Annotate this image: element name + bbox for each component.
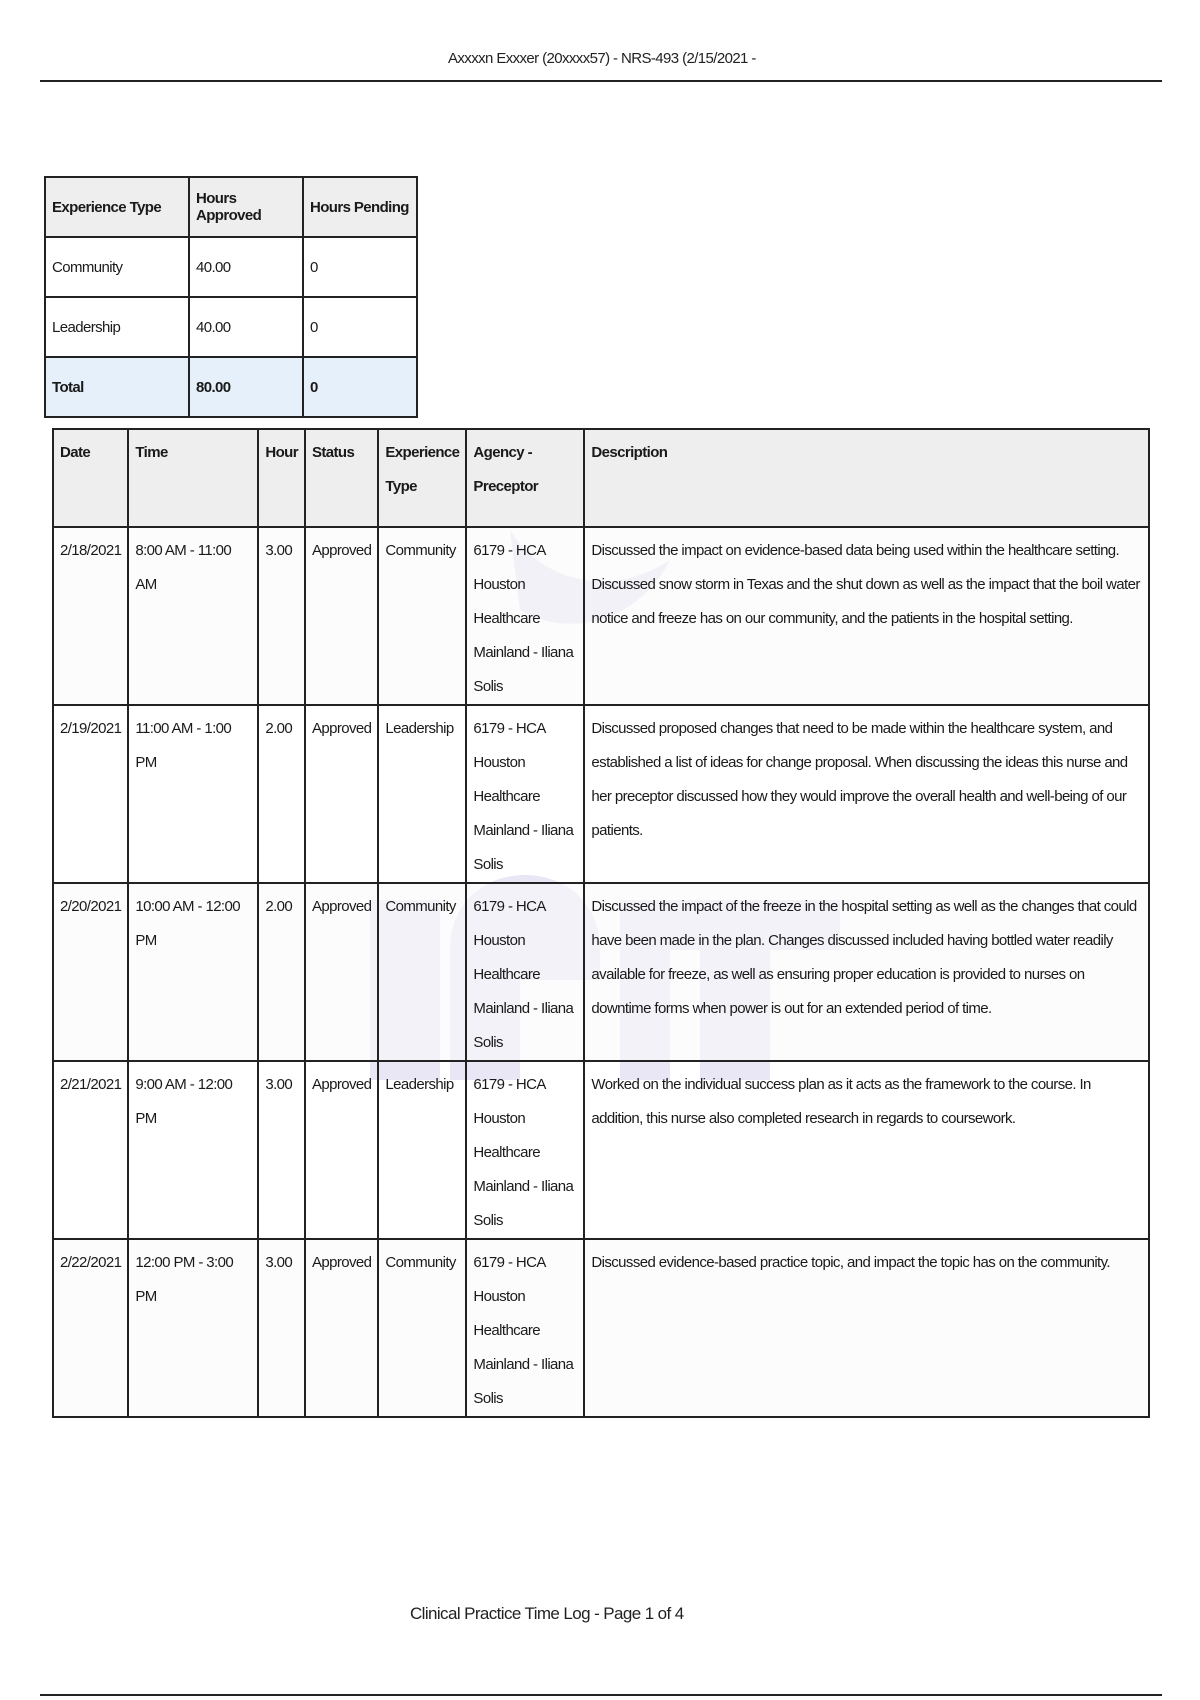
log-hour: 3.00 — [258, 527, 305, 705]
summary-hours-approved: 40.00 — [189, 237, 303, 297]
summary-total-approved: 80.00 — [189, 357, 303, 417]
log-header-row — [53, 429, 1149, 527]
log-agency-preceptor: 6179 - HCA Houston Healthcare Mainland - Iliana Solis — [466, 527, 584, 705]
log-date: 2/22/2021 — [53, 1239, 128, 1417]
log-hour: 3.00 — [258, 1239, 305, 1417]
log-header-experience-type: Experience Type — [378, 429, 466, 527]
log-time: 10:00 AM - 12:00 PM — [128, 883, 258, 1061]
summary-hours-pending: 0 — [303, 237, 417, 297]
log-time: 11:00 AM - 1:00 PM — [128, 705, 258, 883]
summary-total-label: Total — [45, 357, 189, 417]
footer-divider — [40, 1694, 1162, 1696]
log-experience-type: Leadership — [378, 1061, 466, 1239]
summary-header-hours-pending: Hours Pending — [303, 177, 417, 237]
log-header-agency-preceptor: Agency - Preceptor — [466, 429, 584, 527]
summary-header-row — [45, 177, 417, 237]
summary-hours-pending: 0 — [303, 297, 417, 357]
log-experience-type: Community — [378, 527, 466, 705]
log-header-date: Date — [53, 429, 128, 527]
summary-header-experience-type: Experience Type — [45, 177, 189, 237]
log-row — [53, 705, 1149, 883]
summary-experience-type: Community — [45, 237, 189, 297]
log-hour: 3.00 — [258, 1061, 305, 1239]
log-hour: 2.00 — [258, 883, 305, 1061]
log-date: 2/19/2021 — [53, 705, 128, 883]
log-date: 2/20/2021 — [53, 883, 128, 1061]
summary-hours-approved: 40.00 — [189, 297, 303, 357]
log-status: Approved — [305, 705, 378, 883]
time-log-table — [52, 428, 1150, 1418]
log-date: 2/18/2021 — [53, 527, 128, 705]
header-divider — [40, 80, 1162, 82]
summary-row — [45, 297, 417, 357]
summary-header-hours-approved: Hours Approved — [189, 177, 303, 237]
log-time: 8:00 AM - 11:00 AM — [128, 527, 258, 705]
summary-total-pending: 0 — [303, 357, 417, 417]
log-date: 2/21/2021 — [53, 1061, 128, 1239]
log-agency-preceptor: 6179 - HCA Houston Healthcare Mainland - Iliana Solis — [466, 705, 584, 883]
log-agency-preceptor: 6179 - HCA Houston Healthcare Mainland - Iliana Solis — [466, 1061, 584, 1239]
log-header-description: Description — [584, 429, 1149, 527]
log-status: Approved — [305, 527, 378, 705]
summary-row — [45, 237, 417, 297]
log-hour: 2.00 — [258, 705, 305, 883]
log-header-hour: Hour — [258, 429, 305, 527]
log-row — [53, 883, 1149, 1061]
log-time: 12:00 PM - 3:00 PM — [128, 1239, 258, 1417]
hours-summary-table — [44, 176, 418, 418]
log-header-time: Time — [128, 429, 258, 527]
log-row — [53, 527, 1149, 705]
log-description: Discussed the impact of the freeze in the hospital setting as well as the changes that could have been made in the plan. Changes discussed included having bottled water readily available for freeze, as well as ensuring proper education is provided to nurses on downtime forms when power is out for an extended period of time. — [584, 883, 1149, 1061]
log-experience-type: Leadership — [378, 705, 466, 883]
log-description: Discussed proposed changes that need to be made within the healthcare system, and established a list of ideas for change proposal. When discussing the ideas this nurse and her preceptor discussed how they would improve the overall health and well-being of our patients. — [584, 705, 1149, 883]
log-row — [53, 1239, 1149, 1417]
log-agency-preceptor: 6179 - HCA Houston Healthcare Mainland - Iliana Solis — [466, 1239, 584, 1417]
summary-experience-type: Leadership — [45, 297, 189, 357]
log-status: Approved — [305, 1239, 378, 1417]
log-description: Discussed the impact on evidence-based data being used within the healthcare setting. Discussed snow storm in Texas and the shut down as well as the impact that the boil water notice and freeze has on our community, and the patients in the hospital setting. — [584, 527, 1149, 705]
page-header-title: Axxxxn Exxxer (20xxxx57) - NRS-493 (2/15/2021 - — [448, 50, 756, 67]
log-status: Approved — [305, 883, 378, 1061]
log-description: Discussed evidence-based practice topic, and impact the topic has on the community. — [584, 1239, 1149, 1417]
log-experience-type: Community — [378, 1239, 466, 1417]
log-row — [53, 1061, 1149, 1239]
log-status: Approved — [305, 1061, 378, 1239]
summary-total-row — [45, 357, 417, 417]
log-description: Worked on the individual success plan as it acts as the framework to the course. In addition, this nurse also completed research in regards to coursework. — [584, 1061, 1149, 1239]
log-experience-type: Community — [378, 883, 466, 1061]
page-footer: Clinical Practice Time Log - Page 1 of 4 — [410, 1604, 684, 1623]
log-header-status: Status — [305, 429, 378, 527]
log-time: 9:00 AM - 12:00 PM — [128, 1061, 258, 1239]
log-agency-preceptor: 6179 - HCA Houston Healthcare Mainland - Iliana Solis — [466, 883, 584, 1061]
